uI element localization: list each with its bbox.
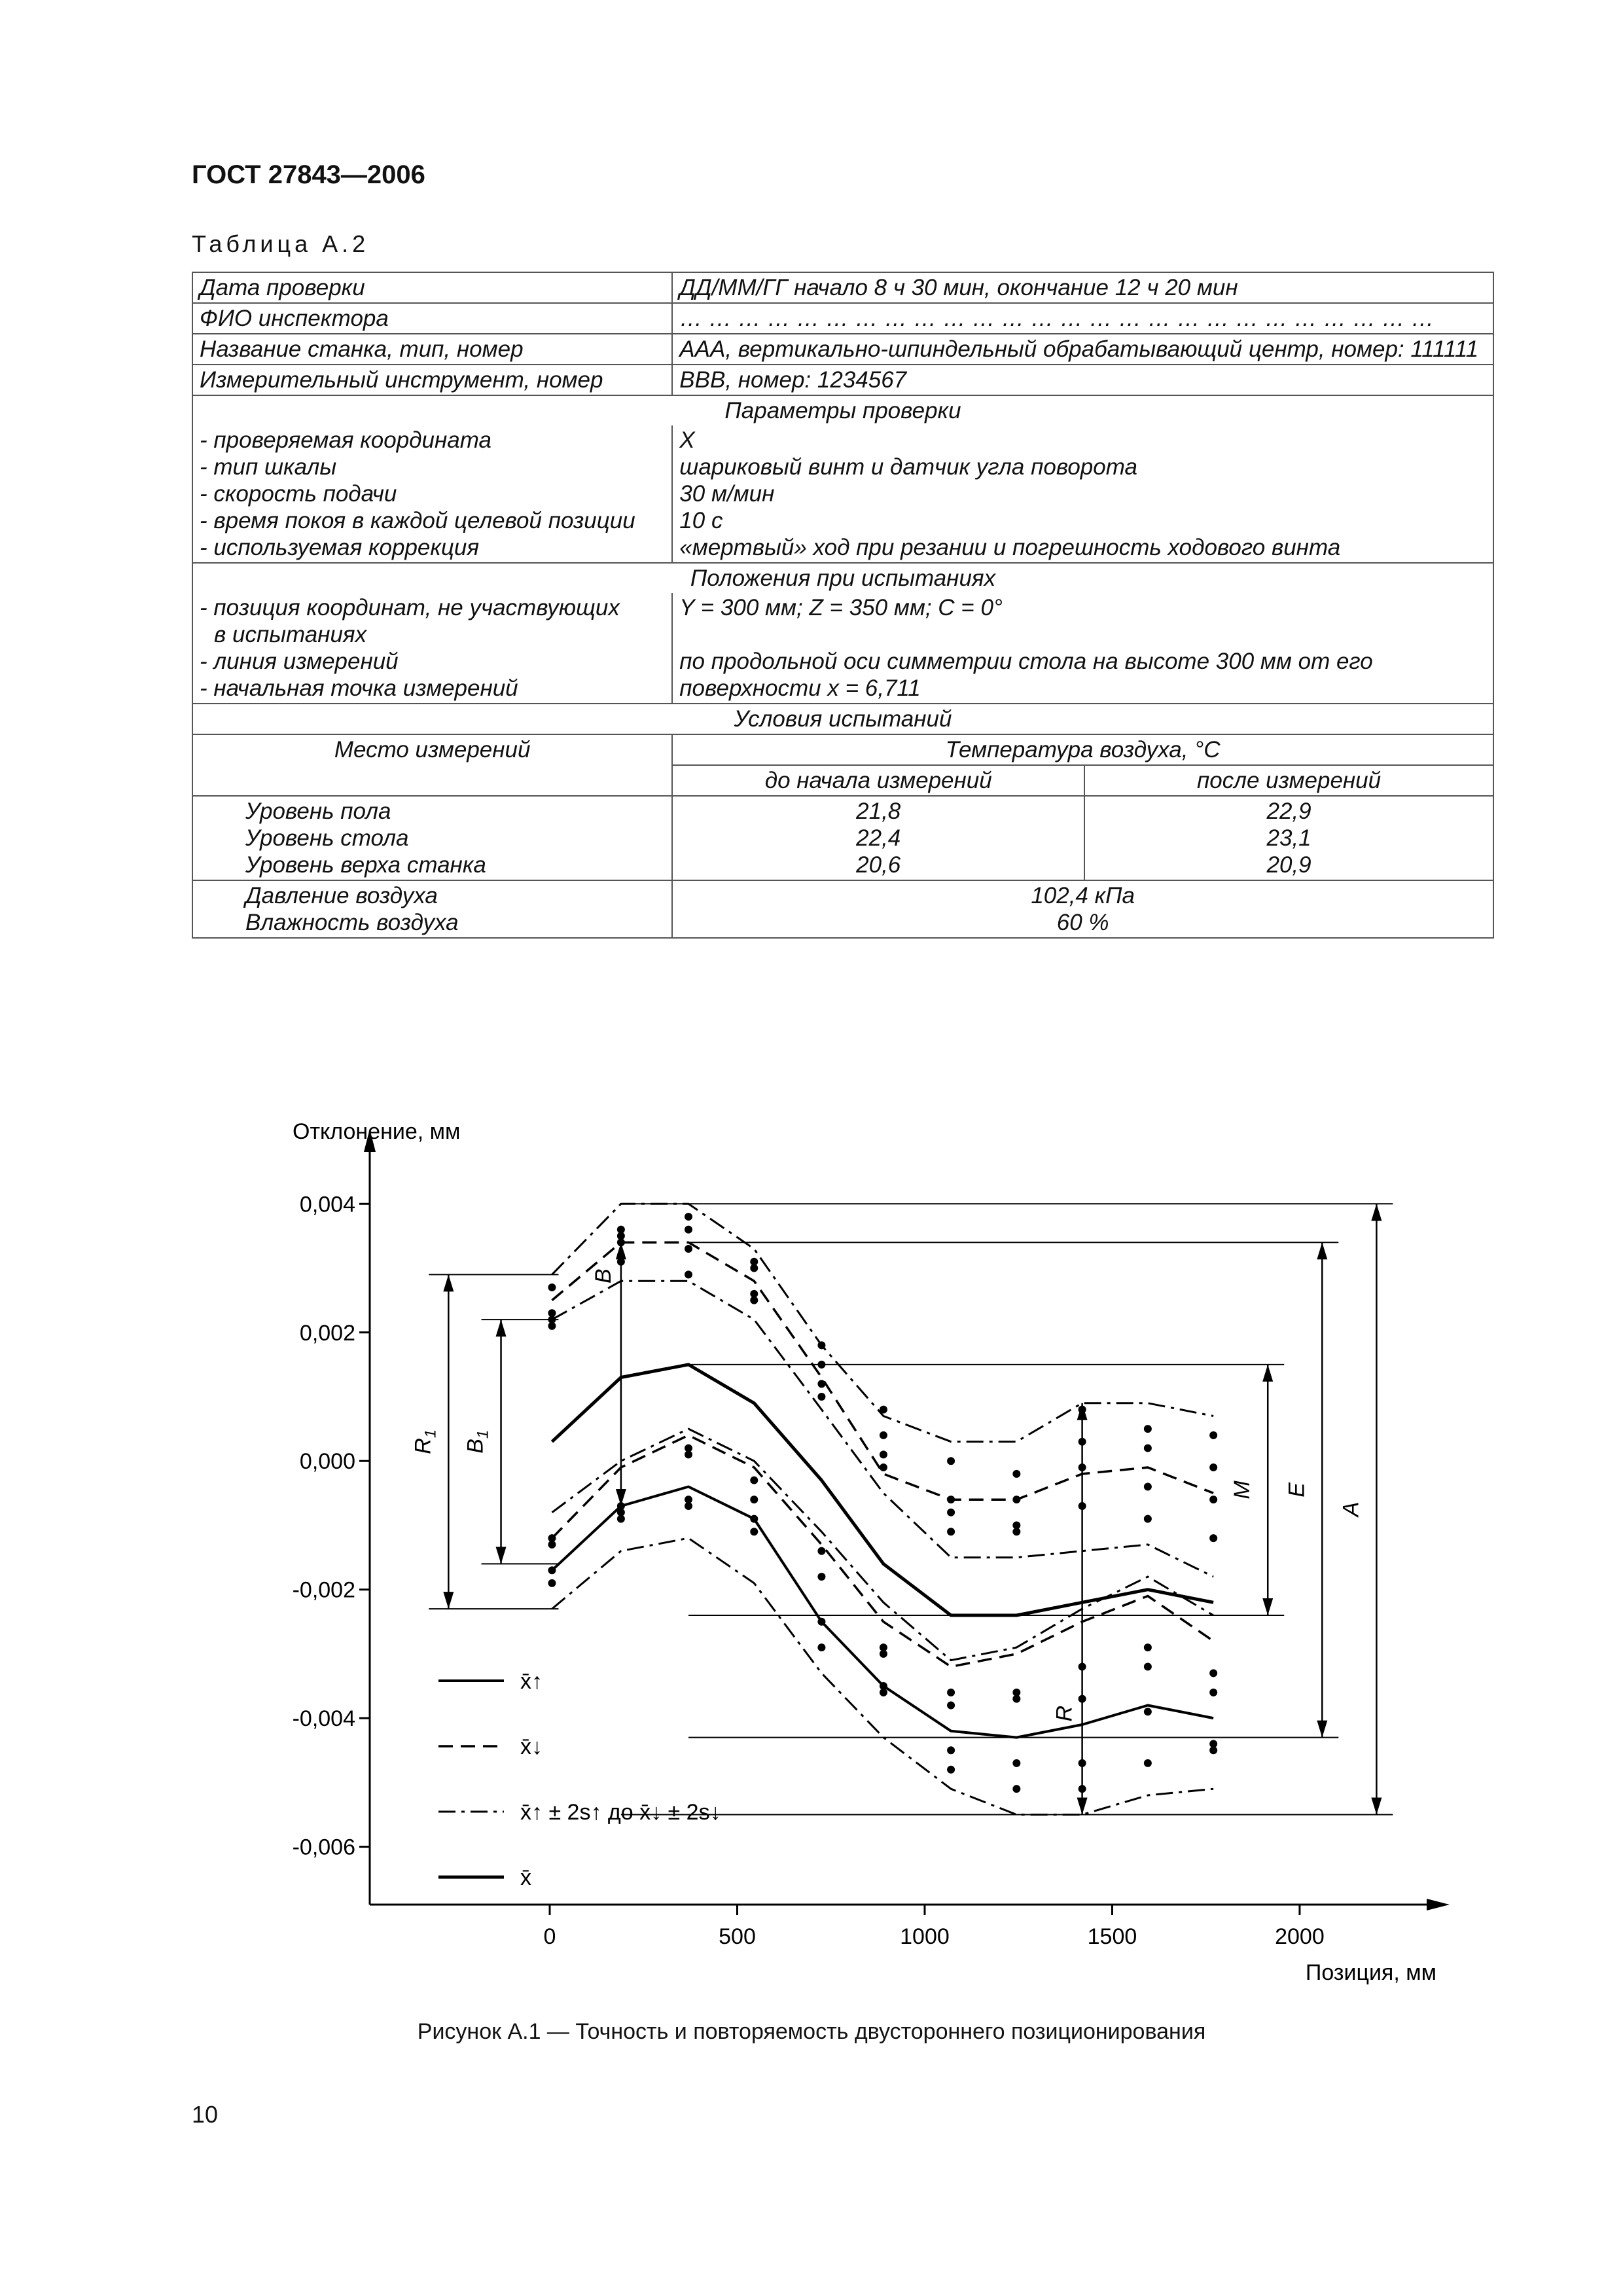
y-tick-label: 0,004 [299,1192,355,1217]
section-header-row [192,563,1493,593]
dimension-label: M [1230,1480,1255,1499]
data-point [880,1431,887,1439]
positioning-chart [0,1113,1623,2003]
y-tick-label: -0,006 [292,1835,355,1860]
before-header: до начала измерений [672,765,1084,796]
series-line [552,1365,1214,1615]
data-point [1209,1496,1217,1503]
after-value: 22,9 [1266,798,1311,824]
data-point [947,1509,955,1516]
dimension-arrow [1262,1598,1273,1615]
data-point [617,1515,625,1523]
dimension-label: R [1052,1705,1077,1722]
dimension-label-subscript: 1 [474,1429,492,1439]
param-value: 30 м/мин [679,481,775,507]
dimension-arrow [1077,1797,1088,1814]
inspection-table [192,272,1494,939]
positions-title: Положения при испытаниях [192,563,1493,593]
place-header: Место измерений [192,734,672,796]
data-point [817,1547,825,1555]
x-tick-label: 2000 [1275,1924,1325,1949]
dimension-label: $R_1$ [410,1429,440,1454]
air-value: 60 % [1056,910,1109,935]
data-point [1144,1483,1152,1491]
after-value: 20,9 [1266,852,1311,878]
dimension-label: E [1284,1482,1310,1498]
air-labels [192,880,672,938]
position-label: в испытаниях [214,622,367,647]
data-point [548,1283,556,1291]
table-row [192,272,1493,303]
data-point [685,1213,692,1221]
positions-values [672,593,1493,704]
param-label: - используемая коррекция [200,535,480,560]
y-tick-label: -0,004 [292,1706,355,1732]
param-label: - скорость подачи [200,481,397,507]
legend-label: x̄↑ [520,1669,543,1694]
dimension-label: $B_1$ [463,1429,492,1454]
places [192,796,672,880]
data-point [1209,1534,1217,1542]
air-values [672,880,1493,938]
positions-labels [192,593,672,704]
row-label: Измерительный инструмент, номер [192,365,672,395]
data-point [1209,1689,1217,1696]
dimension-arrow [616,1489,626,1506]
data-point [817,1643,825,1651]
data-point [1012,1528,1020,1535]
data-point [1144,1643,1152,1651]
row-value: ДД/ММ/ГГ начало 8 ч 30 мин, окончание 12 ч 20 мин [672,272,1493,303]
air-value: 102,4 кПа [1031,883,1135,908]
data-point [685,1245,692,1253]
before-values [672,796,1084,880]
data-point [880,1406,887,1414]
position-value: поверхности x = 6,711 [679,675,921,701]
data-point [817,1341,825,1349]
data-point [685,1502,692,1510]
temp-header: Температура воздуха, °С [672,734,1493,765]
section-header-row [192,395,1493,425]
before-value: 20,6 [856,852,901,878]
data-point [817,1380,825,1388]
place-label: Уровень верха станка [245,852,486,878]
data-point [1209,1463,1217,1471]
conditions-header-row [192,734,1493,765]
dimension-arrow [443,1592,454,1609]
dimension-arrow [1371,1797,1382,1814]
chart-axes [293,1119,1450,1985]
x-axis-arrow [1427,1899,1450,1910]
row-label: Название станка, тип, номер [192,334,672,365]
data-point [548,1566,556,1574]
data-point [817,1573,825,1581]
data-point [1144,1708,1152,1715]
data-point [750,1515,758,1523]
dimension-arrow [1317,1721,1327,1738]
data-point [947,1496,955,1503]
conditions-title: Условия испытаний [192,704,1493,734]
x-tick-label: 1000 [900,1924,950,1949]
data-point [750,1265,758,1272]
section-header-row [192,704,1493,734]
dimension-arrow [1371,1204,1382,1221]
position-label: - позиция координат, не участвующих [200,595,620,620]
y-tick-label: 0,002 [299,1320,355,1346]
data-point [817,1393,825,1401]
position-label: - линия измерений [200,649,399,674]
positions-row [192,593,1493,704]
params-title: Параметры проверки [192,395,1493,425]
data-point [947,1528,955,1535]
chart-series [552,1204,1214,1814]
dimension-arrow [443,1274,454,1291]
data-point [1144,1425,1152,1433]
data-point [947,1457,955,1465]
chart-points [548,1213,1217,1793]
table-row [192,334,1493,365]
position-label: - начальная точка измерений [200,675,518,701]
params-labels [192,425,672,563]
param-value: 10 с [679,508,723,533]
place-label: Уровень пола [245,798,391,824]
data-point [750,1297,758,1304]
data-point [947,1701,955,1709]
x-axis-label: Позиция, мм [1305,1960,1436,1985]
page-number: 10 [192,2101,219,2128]
after-values [1084,796,1493,880]
after-value: 23,1 [1266,825,1311,851]
air-label: Влажность воздуха [245,910,459,935]
dimension-arrow [496,1319,507,1336]
param-value: шариковый винт и датчик угла поворота [679,454,1137,480]
data-point [1144,1759,1152,1767]
data-point [880,1450,887,1458]
data-point [1209,1669,1217,1677]
series-line [552,1281,1214,1577]
data-point [947,1766,955,1774]
param-value: «мертвый» ход при резании и погрешность ходового винта [679,535,1341,560]
data-point [750,1496,758,1503]
dimension-label-subscript: 1 [421,1429,440,1439]
data-point [750,1477,758,1484]
data-point [817,1618,825,1626]
series-line [552,1538,1214,1814]
y-tick-label: -0,002 [292,1577,355,1603]
dimension-label: B [590,1268,616,1283]
param-label: - тип шкалы [200,454,337,480]
params-values [672,425,1493,563]
data-point [1144,1515,1152,1523]
data-point [880,1689,887,1696]
row-label: ФИО инспектора [192,303,672,334]
temperature-row [192,796,1493,880]
data-point [1012,1695,1020,1703]
data-point [1012,1759,1020,1767]
table-row [192,303,1493,334]
x-tick-label: 1500 [1087,1924,1137,1949]
data-point [1012,1496,1020,1503]
data-point [548,1579,556,1587]
after-header: после измерений [1084,765,1493,796]
row-value: ВВВ, номер: 1234567 [672,365,1493,395]
dimension-arrow [496,1547,507,1564]
y-tick-label: 0,000 [299,1449,355,1475]
document-header: ГОСТ 27843—2006 [192,160,425,189]
legend-label: x̄↑ ± 2s↑ до x̄↓ ± 2s↓ [520,1800,721,1825]
data-point [750,1528,758,1535]
x-tick-label: 500 [719,1924,756,1949]
param-label: - время покоя в каждой целевой позиции [200,508,635,533]
legend-label: x̄↓ [520,1734,543,1759]
table-row [192,365,1493,395]
x-tick-label: 0 [543,1924,556,1949]
dimension-arrow [1317,1242,1327,1259]
row-value: … … … … … … … … … … … … … … … … … … … … … … … … … … [672,303,1493,334]
table-caption: Таблица А.2 [192,230,370,257]
row-label: Дата проверки [192,272,672,303]
param-value: X [679,427,695,453]
data-point [1144,1663,1152,1671]
series-line [552,1487,1214,1738]
air-row [192,880,1493,938]
y-axis-label: Отклонение, мм [293,1119,461,1144]
data-point [1209,1746,1217,1754]
row-value: ААА, вертикально-шпиндельный обрабатывающий центр, номер: 111111 [672,334,1493,365]
dimension-arrow [1262,1365,1273,1382]
place-label: Уровень стола [245,825,409,851]
figure-caption: Рисунок А.1 — Точность и повторяемость двустороннего позиционирования [417,2019,1206,2044]
data-point [1209,1431,1217,1439]
data-point [880,1650,887,1658]
data-point [548,1322,556,1330]
legend-label: x̄ [520,1865,531,1890]
position-value: Y = 300 мм; Z = 350 мм; C = 0° [679,595,1003,620]
data-point [685,1226,692,1234]
dimension-label: A [1338,1501,1364,1517]
param-label: - проверяемая координата [200,427,491,453]
data-point [947,1689,955,1696]
data-point [1012,1470,1020,1478]
dimension-arrow [616,1242,626,1259]
data-point [880,1463,887,1471]
data-point [685,1270,692,1278]
before-value: 21,8 [856,798,901,824]
before-value: 22,4 [856,825,901,851]
data-point [947,1746,955,1754]
position-value: по продольной оси симметрии стола на высоте 300 мм от его [679,649,1373,674]
params-row [192,425,1493,563]
data-point [548,1541,556,1549]
data-point [685,1450,692,1458]
data-point [1144,1444,1152,1452]
data-point [1012,1785,1020,1793]
air-label: Давление воздуха [245,883,438,908]
chart-legend [438,1669,721,1890]
position-value [679,621,1486,648]
